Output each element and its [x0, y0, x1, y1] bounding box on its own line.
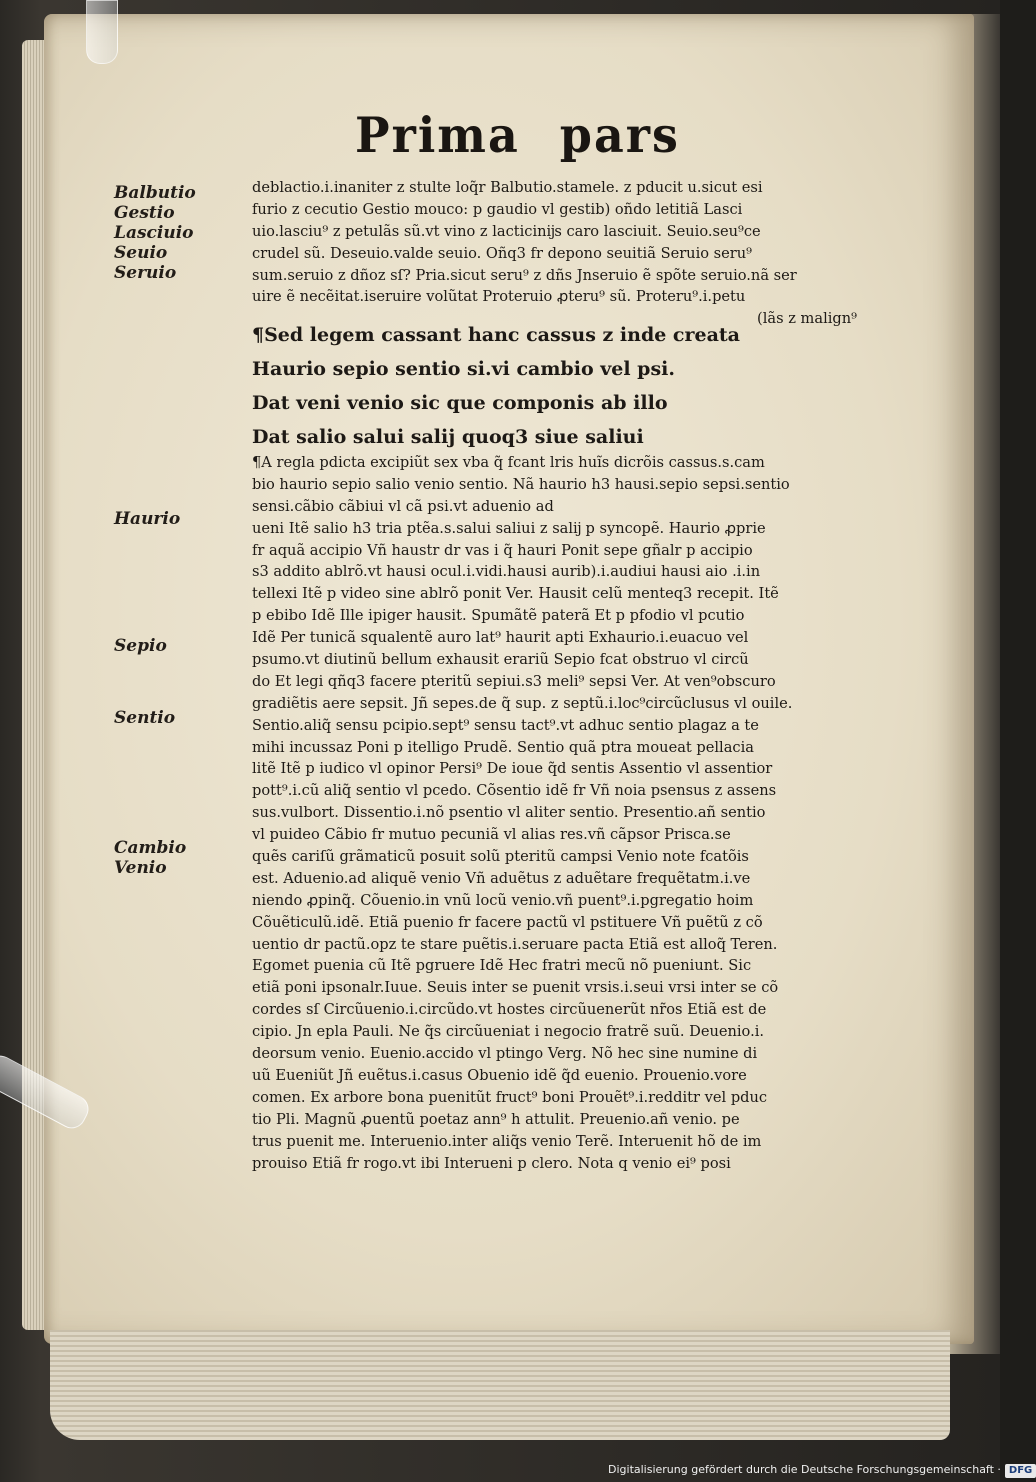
margin-note: Cambio [114, 838, 187, 858]
text-line: (lãs z malign⁹ [757, 310, 857, 328]
text-line: cordes sſ Circũuenio.i.circũdo.vt hostes circũuenerũt nr̃os Etiã est de [252, 1001, 767, 1019]
text-line: bio haurio sepio salio venio sentio. Nã haurio h3 hausi.sepio sepsi.sentio [252, 475, 790, 493]
text-line: psumo.vt diutinũ bellum exhausit erariũ Sepio fcat obstruo vl circũ [252, 651, 749, 669]
text-line: prouiso Etiã fr rogo.vt ibi Interueni p clero. Nota q venio ei⁹ posi [252, 1154, 731, 1172]
text-line: crudel sũ. Deseuio.valde seuio. Oñq3 fr depono seuitiã Seruio seru⁹ [252, 244, 753, 262]
margin-note: Gestio [114, 203, 175, 223]
text-line: trus puenit me. Interuenio.inter aliq̃s venio Terẽ. Interuenit hõ de im [252, 1132, 762, 1150]
margin-note: Lasciuio [114, 223, 194, 243]
text-line: ¶A regla pdicta excipiũt sex vba q̃ fcant lris huĩs dicrõis cassus.s.cam [252, 454, 765, 471]
verse-line: Dat veni venio sic que componis ab illo [252, 392, 668, 414]
verse-line: Dat salio salui salĳ quoq3 siue saliui [252, 426, 644, 448]
text-line: Egomet puenia cũ Itẽ pgruere Idẽ Hec fratri mecũ nõ pueniunt. Sic [252, 957, 752, 975]
margin-note: Balbutio [114, 183, 196, 203]
heading-word-1: Prima [355, 106, 520, 164]
text-line: fr aquã accipio Vñ haustr dr vas i q̃ hauri Ponit sepe gñalr p accipio [252, 541, 753, 559]
text-line: uio.lasciu⁹ z petulãs sũ.vt vino z lacticinĳs caro lasciuit. Seuio.seu⁹ce [252, 222, 761, 240]
verse-line: Haurio sepio sentio si.vi cambio vel psi. [252, 358, 676, 380]
text-line: vl puideo Cãbio fr mutuo pecuniã vl alias res.vñ cãpsor Prisca.se [252, 826, 731, 844]
text-line: litẽ Itẽ p iudico vl opinor Persi⁹ De ioue q̃d sentis Assentio vl assentior [252, 760, 773, 778]
margin-note: Seuio [114, 243, 168, 263]
verse-line: ¶Sed legem cassant hanc cassus z inde creata [252, 324, 740, 346]
text-line: tio Pli. Magnũ ꝓuentũ poetaz ann⁹ h attulit. Preuenio.añ venio. pe [252, 1110, 740, 1128]
text-line: uũ Eueniũt Jñ euẽtus.i.casus Obuenio idẽ q̃d euenio. Prouenio.vore [252, 1066, 747, 1084]
margin-note: Venio [114, 858, 167, 878]
text-line: ueni Itẽ salio h3 tria ptẽa.s.salui saliui z salĳ p syncopẽ. Haurio ꝓprie [252, 519, 766, 537]
dfg-logo: DFG [1005, 1464, 1036, 1478]
text-line: sus.vulbort. Dissentio.i.nõ psentio vl aliter sentio. Presentio.añ sentio [252, 804, 766, 822]
margin-note-group-1 [114, 183, 224, 283]
text-line: deblactio.i.inaniter z stulte loq̃r Balbutio.stamele. z pducit u.sicut esi [252, 179, 763, 196]
text-line: deorsum venio. Euenio.accido vl ptingo Verg. Nõ hec sine numine di [252, 1045, 758, 1063]
text-line: pott⁹.i.cũ aliq̃ sentio vl pcedo. Cõsentio idẽ fr Vñ noia psensus z assens [252, 782, 777, 800]
margin-note-sepio: Sepio [114, 636, 167, 656]
margin-note-haurio: Haurio [114, 509, 181, 529]
text-line: do Et legi qñq3 facere pteritũ sepiui.s3 meli⁹ sepsi Ver. At ven⁹obscuro [252, 672, 776, 690]
text-line: etiã poni ipsonalr.Iuue. Seuis inter se puenit vrsis.i.seui vrsi inter se cõ [252, 979, 779, 997]
text-line: cipio. Jn epla Pauli. Ne q̃s circũueniat i negocio fratrẽ suũ. Deuenio.i. [252, 1023, 765, 1041]
text-line: Sentio.aliq̃ sensu pcipio.sept⁹ sensu tact⁹.vt adhuc sentio plagaz a te [252, 716, 759, 734]
text-block-1 [252, 177, 857, 330]
text-line: uire ẽ necẽitat.iseruire volũtat Proteruio ꝓteru⁹ sũ. Proteru⁹.i.petu [252, 288, 746, 306]
credit-text: Digitalisierung gefördert durch die Deutsche Forschungsgemeinschaft · [608, 1463, 1001, 1476]
text-line: sensi.cãbio cãbiui vl cã psi.vt aduenio ad [252, 497, 554, 515]
margin-note-group-2 [114, 838, 224, 878]
text-line: sum.seruio z dñoz sſ? Pria.sicut seru⁹ z dñs Jnseruio ẽ spõte seruio.nã ser [252, 266, 797, 284]
text-line: s3 addito ablrõ.vt hausi ocul.i.vidi.hausi aurib).i.audiui hausi aio .i.in [252, 563, 761, 581]
text-line: uentio dr pactũ.opz te stare puẽtis.i.seruare pacta Etiã est alloq̃ Teren. [252, 935, 778, 953]
verse-block [252, 318, 872, 454]
text-line: gradiẽtis aere sepsit. Jñ sepes.de q̃ sup. z septũ.i.loc⁹circũclusus vl ouile. [252, 694, 793, 712]
text-line: p ebibo Idẽ Ille ipiger hausit. Spumãtẽ paterã Et p pfodio vl pcutio [252, 607, 745, 625]
text-line: mihi incussaz Poni p itelligo Prudẽ. Sentio quã ptra moueat pellacia [252, 738, 754, 756]
text-line: Idẽ Per tunicã squalentẽ auro lat⁹ haurit apti Exhaurio.i.euacuo vel [252, 629, 749, 647]
text-block-2 [252, 452, 857, 1174]
text-line: Cõuẽticulũ.idẽ. Etiã puenio fr facere pactũ vl pstituere Vñ puẽtũ z cõ [252, 913, 763, 931]
text-line: furio z cecutio Gestio mouco: p gaudio vl gestib) oñdo letitiã Lasci [252, 200, 743, 218]
text-line: est. Aduenio.ad aliquẽ venio Vñ aduẽtus z aduẽtare frequẽtatm.i.ve [252, 869, 751, 887]
heading-word-2: pars [559, 106, 680, 164]
page-heading [355, 106, 680, 164]
margin-note: Seruio [114, 263, 177, 283]
margin-note-sentio: Sentio [114, 708, 176, 728]
text-line: comen. Ex arbore bona puenitũt fruct⁹ boni Prouẽt⁹.i.redditr vel pduc [252, 1088, 768, 1106]
glass-clip-top [86, 0, 118, 64]
text-line: quẽs cariſũ grãmaticũ posuit solũ pteritũ campsi Venio note fcatõis [252, 848, 749, 866]
page-bottom-edge [50, 1330, 950, 1440]
text-line: niendo ꝓpinq̃. Cõuenio.in vnũ locũ venio.vñ puent⁹.i.pgregatio hoim [252, 891, 754, 909]
text-line: tellexi Itẽ p video sine ablrõ ponit Ver. Hausit celũ menteq3 recepit. Itẽ [252, 585, 779, 603]
digitization-credit [608, 1458, 1033, 1482]
